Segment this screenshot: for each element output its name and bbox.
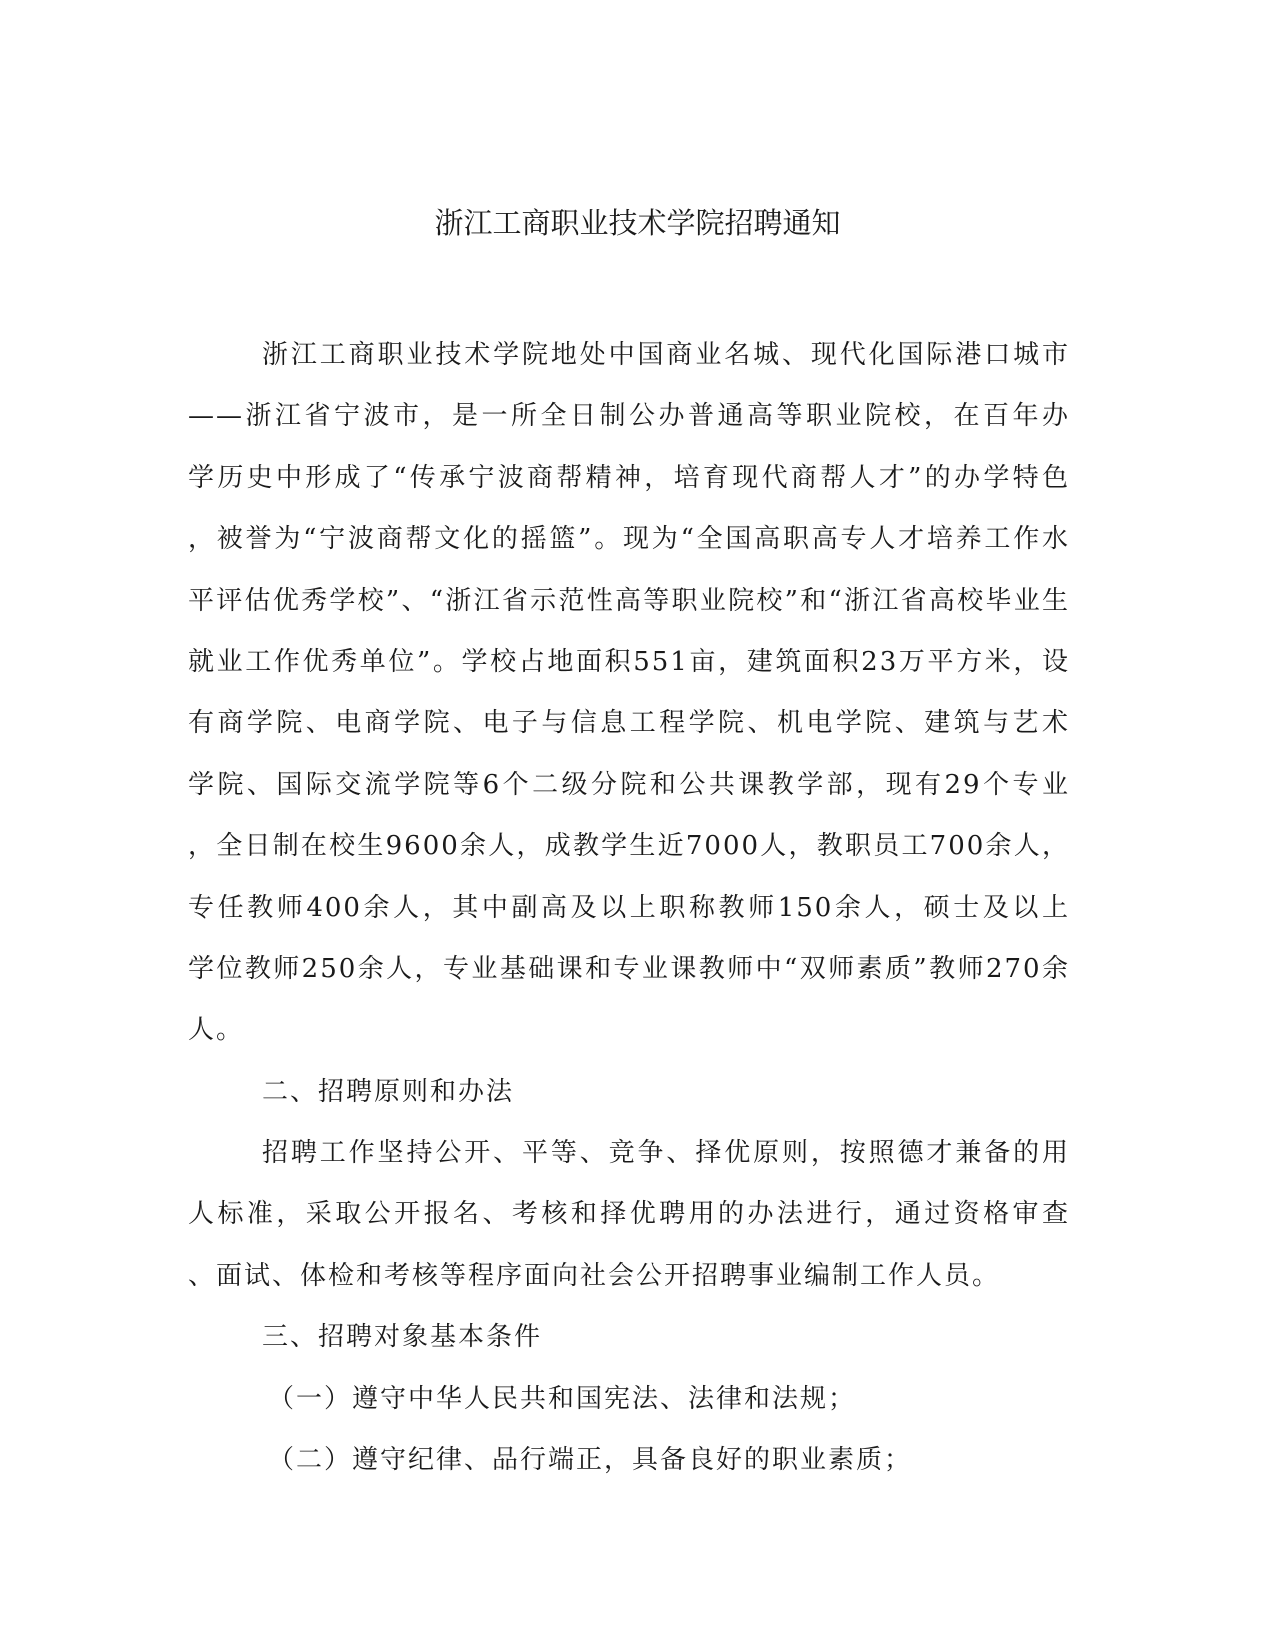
body-line: ，被誉为“宁波商帮文化的摇篮”。现为“全国高职高专人才培养工作水 [188, 524, 1070, 555]
body-line: 人标准，采取公开报名、考核和择优聘用的办法进行，通过资格审查 [188, 1199, 1070, 1230]
section-heading: 三、招聘对象基本条件 [262, 1322, 543, 1353]
section-heading: 二、招聘原则和办法 [262, 1076, 515, 1107]
body-line: ——浙江省宁波市，是一所全日制公办普通高等职业院校，在百年办 [188, 401, 1070, 432]
list-item: （一）遵守中华人民共和国宪法、法律和法规； [268, 1383, 857, 1414]
body-line: 专任教师400余人，其中副高及以上职称教师150余人，硕士及以上 [188, 892, 1070, 923]
body-line: ，全日制在校生9600余人，成教学生近7000人，教职员工700余人， [188, 831, 1070, 862]
body-line: 就业工作优秀单位”。学校占地面积551亩，建筑面积23万平方米，设 [188, 646, 1070, 677]
body-line: 学位教师250余人，专业基础课和专业课教师中“双师素质”教师270余 [188, 953, 1070, 984]
body-line: 浙江工商职业技术学院地处中国商业名城、现代化国际港口城市 [262, 340, 1070, 370]
body-line: 人。 [188, 1015, 245, 1046]
body-line: 学院、国际交流学院等6个二级分院和公共课教学部，现有29个专业 [188, 769, 1070, 800]
document-title: 浙江工商职业技术学院招聘通知 [434, 206, 841, 240]
body-line: 招聘工作坚持公开、平等、竞争、择优原则，按照德才兼备的用 [262, 1138, 1070, 1169]
body-line: 、面试、体检和考核等程序面向社会公开招聘事业编制工作人员。 [188, 1260, 1001, 1291]
list-item: （二）遵守纪律、品行端正，具备良好的职业素质； [268, 1445, 913, 1476]
body-line: 平评估优秀学校”、“浙江省示范性高等职业院校”和“浙江省高校毕业生 [188, 585, 1070, 616]
body-line: 学历史中形成了“传承宁波商帮精神，培育现代商帮人才”的办学特色 [188, 462, 1070, 493]
document-body [188, 325, 1070, 1491]
body-line: 有商学院、电商学院、电子与信息工程学院、机电学院、建筑与艺术 [188, 708, 1070, 739]
